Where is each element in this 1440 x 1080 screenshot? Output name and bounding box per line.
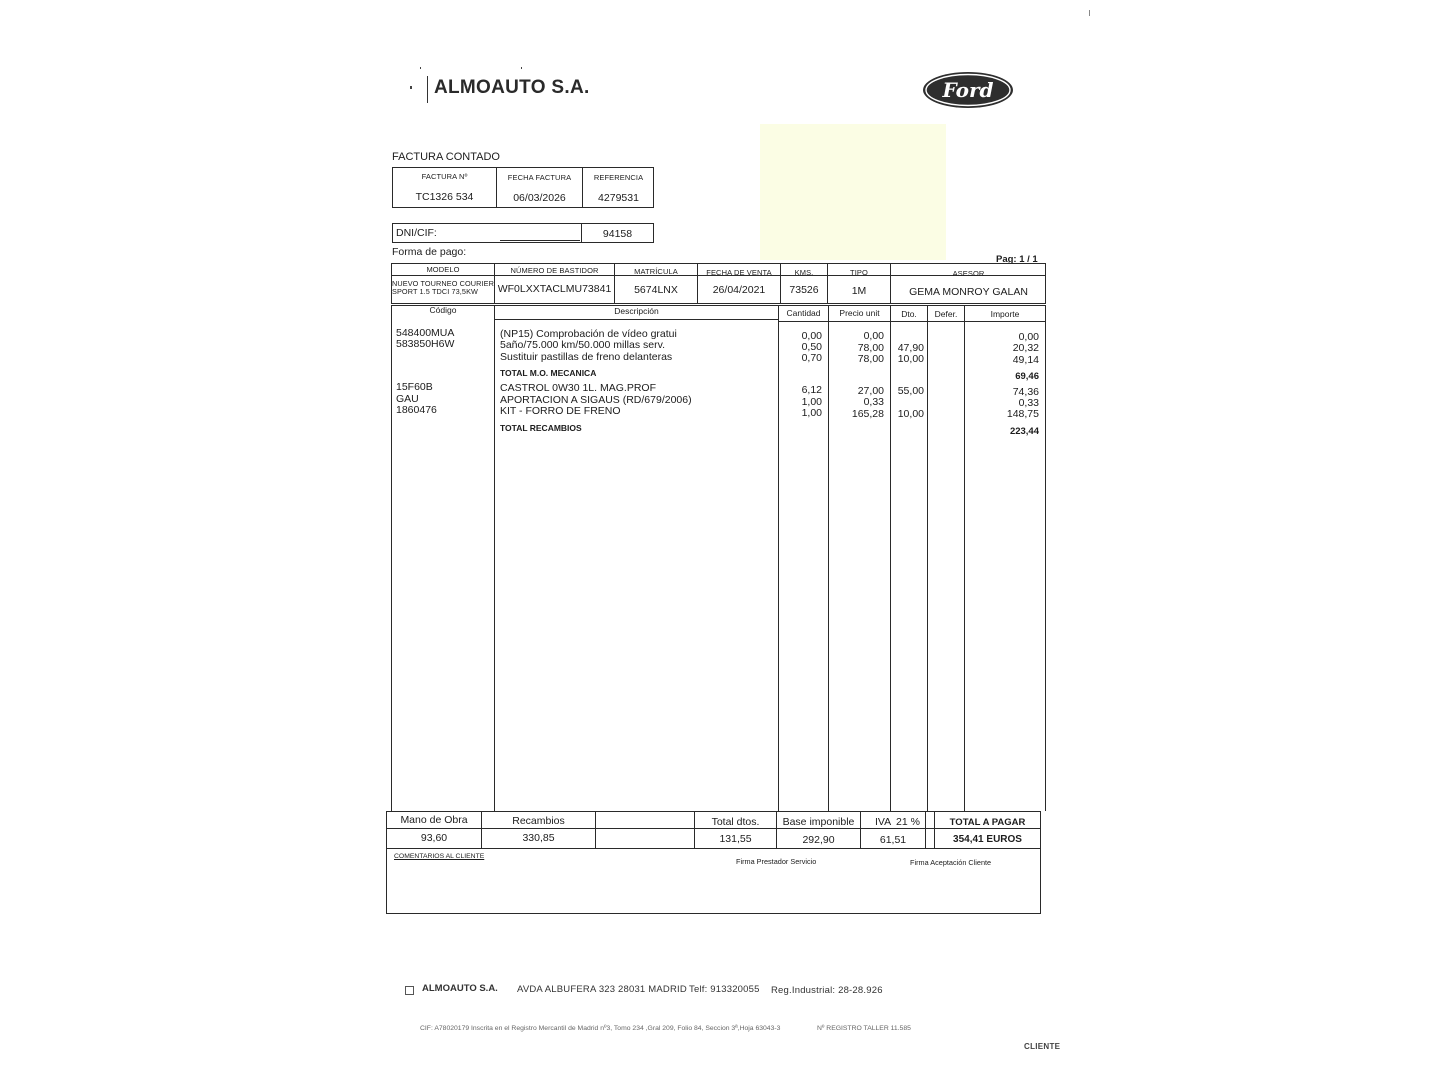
ford-logo-icon — [922, 71, 1014, 109]
item-importe: 49,14 — [1012, 354, 1039, 366]
divider — [925, 811, 926, 848]
total-mo-label: TOTAL M.O. MECANICA — [500, 368, 597, 378]
scan-speck — [1089, 10, 1090, 16]
iva-value: 61,51 — [879, 834, 907, 846]
item-cantidad: 0,70 — [801, 352, 822, 364]
tipo-header: TIPO — [850, 268, 868, 277]
matricula-value: 5674LNX — [634, 284, 678, 296]
footer-company: ALMOAUTO S.A. — [422, 983, 498, 994]
kms-value: 73526 — [789, 284, 819, 296]
divider — [927, 305, 928, 811]
ford-logo-text: Ford — [942, 78, 994, 102]
sticky-note — [760, 124, 946, 260]
importe-header: Importe — [990, 309, 1020, 319]
item-importe: 20,32 — [1012, 342, 1039, 354]
item-descripcion: CASTROL 0W30 1L. MAG.PROF — [500, 382, 656, 394]
company-logo-text: ALMOAUTO S.A. — [434, 77, 590, 98]
dni-label: DNI/CIF: — [396, 227, 437, 239]
divider — [386, 848, 1041, 849]
factura-no-value: TC1326 534 — [415, 191, 474, 203]
bastidor-header: NÚMERO DE BASTIDOR — [510, 266, 599, 275]
item-dto: 55,00 — [897, 385, 924, 397]
total-mo-value: 69,46 — [1015, 371, 1039, 382]
item-precio: 165,28 — [851, 408, 884, 420]
divider — [494, 319, 778, 320]
item-codigo: 15F60B — [396, 381, 433, 393]
divider — [494, 305, 495, 811]
matricula-header: MATRÍCULA — [634, 267, 678, 276]
item-codigo: 583850H6W — [396, 338, 455, 350]
divider — [386, 828, 1041, 829]
logo-divider — [427, 76, 428, 103]
forma-pago-label: Forma de pago: — [392, 246, 467, 258]
footer-phone: Telf: 913320055 — [689, 984, 760, 995]
descripcion-header: Descripción — [614, 306, 659, 316]
page-number: Pag: 1 / 1 — [996, 254, 1038, 265]
item-importe: 0,00 — [1018, 331, 1039, 343]
bastidor-value: WF0LXXTACLMU73841 — [497, 283, 612, 295]
item-precio: 0,33 — [863, 396, 884, 408]
total-recambios-value: 223,44 — [1009, 426, 1039, 437]
footer-city: 28031 MADRID — [618, 984, 687, 995]
fecha-factura-label: FECHA FACTURA — [507, 173, 572, 182]
base-imponible-label: Base imponible — [782, 816, 855, 828]
item-cantidad: 6,12 — [801, 384, 822, 396]
item-dto: 10,00 — [897, 353, 924, 365]
copy-label: CLIENTE — [1024, 1042, 1061, 1051]
defer-header: Defer. — [934, 309, 958, 319]
footer-registry: Reg.Industrial: 28-28.926 — [771, 985, 883, 996]
total-dtos-label: Total dtos. — [711, 816, 760, 828]
item-cantidad: 1,00 — [801, 407, 822, 419]
divider — [778, 321, 1046, 322]
divider — [595, 811, 596, 848]
precio-header: Precio unit — [839, 308, 880, 318]
base-imponible-value: 292,90 — [802, 834, 835, 846]
firma-cliente-label: Firma Aceptación Cliente — [910, 858, 992, 867]
dto-header: Dto. — [901, 309, 917, 319]
item-precio: 27,00 — [857, 385, 884, 397]
modelo-value-line2: SPORT 1.5 TDCI 73,5KW — [392, 287, 479, 296]
fecha-venta-value: 26/04/2021 — [712, 284, 766, 296]
dni-underline — [500, 240, 580, 241]
item-cantidad: 0,00 — [801, 330, 822, 342]
firma-prestador-label: Firma Prestador Servicio — [736, 857, 817, 866]
footer-taller: Nº REGISTRO TALLER 11.585 — [817, 1025, 911, 1032]
iva-rate: 21 % — [896, 816, 920, 828]
scan-speck — [420, 67, 421, 69]
divider — [1045, 305, 1046, 811]
item-precio: 78,00 — [857, 353, 884, 365]
item-precio: 78,00 — [857, 342, 884, 354]
referencia-value: 4279531 — [598, 192, 639, 204]
item-descripcion: 5año/75.000 km/50.000 millas serv. — [500, 339, 665, 351]
item-importe: 0,33 — [1018, 397, 1039, 409]
divider — [828, 305, 829, 811]
scan-speck — [521, 67, 522, 69]
item-codigo: 548400MUA — [396, 327, 455, 339]
footer-legal: CIF: A78020179 Inscrita en el Registro Mercantil de Madrid nº3, Tomo 234 ,Gral 209, Folio 84, Seccion 3ª,Hoja 63043-3 — [420, 1025, 781, 1032]
divider — [890, 305, 891, 811]
recambios-label: Recambios — [512, 815, 565, 827]
item-dto: 47,90 — [897, 342, 924, 354]
mano-obra-label: Mano de Obra — [400, 814, 468, 826]
fecha-venta-header: FECHA DE VENTA — [706, 268, 772, 277]
fecha-factura-value: 06/03/2026 — [513, 192, 566, 204]
item-descripcion: (NP15) Comprobación de vídeo gratui — [500, 328, 677, 340]
item-codigo: 1860476 — [396, 404, 437, 416]
footer-address: AVDA ALBUFERA 323 — [517, 984, 616, 995]
item-descripcion: APORTACION A SIGAUS (RD/679/2006) — [500, 394, 692, 406]
total-pagar-label: TOTAL A PAGAR — [949, 817, 1026, 828]
item-importe: 74,36 — [1012, 386, 1039, 398]
item-importe: 148,75 — [1006, 408, 1039, 420]
asesor-header: ASESOR — [952, 269, 985, 278]
factura-no-label: FACTURA Nº — [421, 172, 468, 181]
modelo-header: MODELO — [426, 265, 460, 274]
item-descripcion: KIT - FORRO DE FRENO — [500, 405, 621, 417]
tipo-value: 1M — [851, 285, 867, 297]
footer-checkbox-icon — [405, 986, 414, 995]
modelo-value-line1: NUEVO TOURNEO COURIER — [392, 279, 494, 288]
mano-obra-value: 93,60 — [420, 832, 448, 844]
item-cantidad: 0,50 — [801, 341, 822, 353]
codigo-header: Código — [429, 305, 457, 315]
referencia-label: REFERENCIA — [593, 173, 644, 182]
divider — [778, 305, 779, 811]
item-codigo: GAU — [396, 393, 419, 405]
dni-value: 94158 — [602, 228, 633, 240]
scan-speck — [410, 86, 412, 89]
kms-header: KMS. — [794, 268, 814, 277]
invoice-title: FACTURA CONTADO — [392, 151, 500, 163]
item-precio: 0,00 — [863, 330, 884, 342]
total-dtos-value: 131,55 — [719, 833, 752, 845]
iva-label: IVA — [875, 816, 892, 828]
total-recambios-label: TOTAL RECAMBIOS — [500, 423, 582, 433]
item-descripcion: Sustituir pastillas de freno delanteras — [500, 351, 673, 363]
divider — [391, 305, 392, 811]
item-cantidad: 1,00 — [801, 396, 822, 408]
total-pagar-value: 354,41 EUROS — [953, 834, 1022, 845]
recambios-value: 330,85 — [522, 832, 555, 844]
comentarios-cliente-label: COMENTARIOS AL CLIENTE — [394, 853, 485, 860]
asesor-value: GEMA MONROY GALAN — [909, 286, 1028, 298]
item-dto: 10,00 — [897, 408, 924, 420]
cantidad-header: Cantidad — [786, 308, 821, 318]
